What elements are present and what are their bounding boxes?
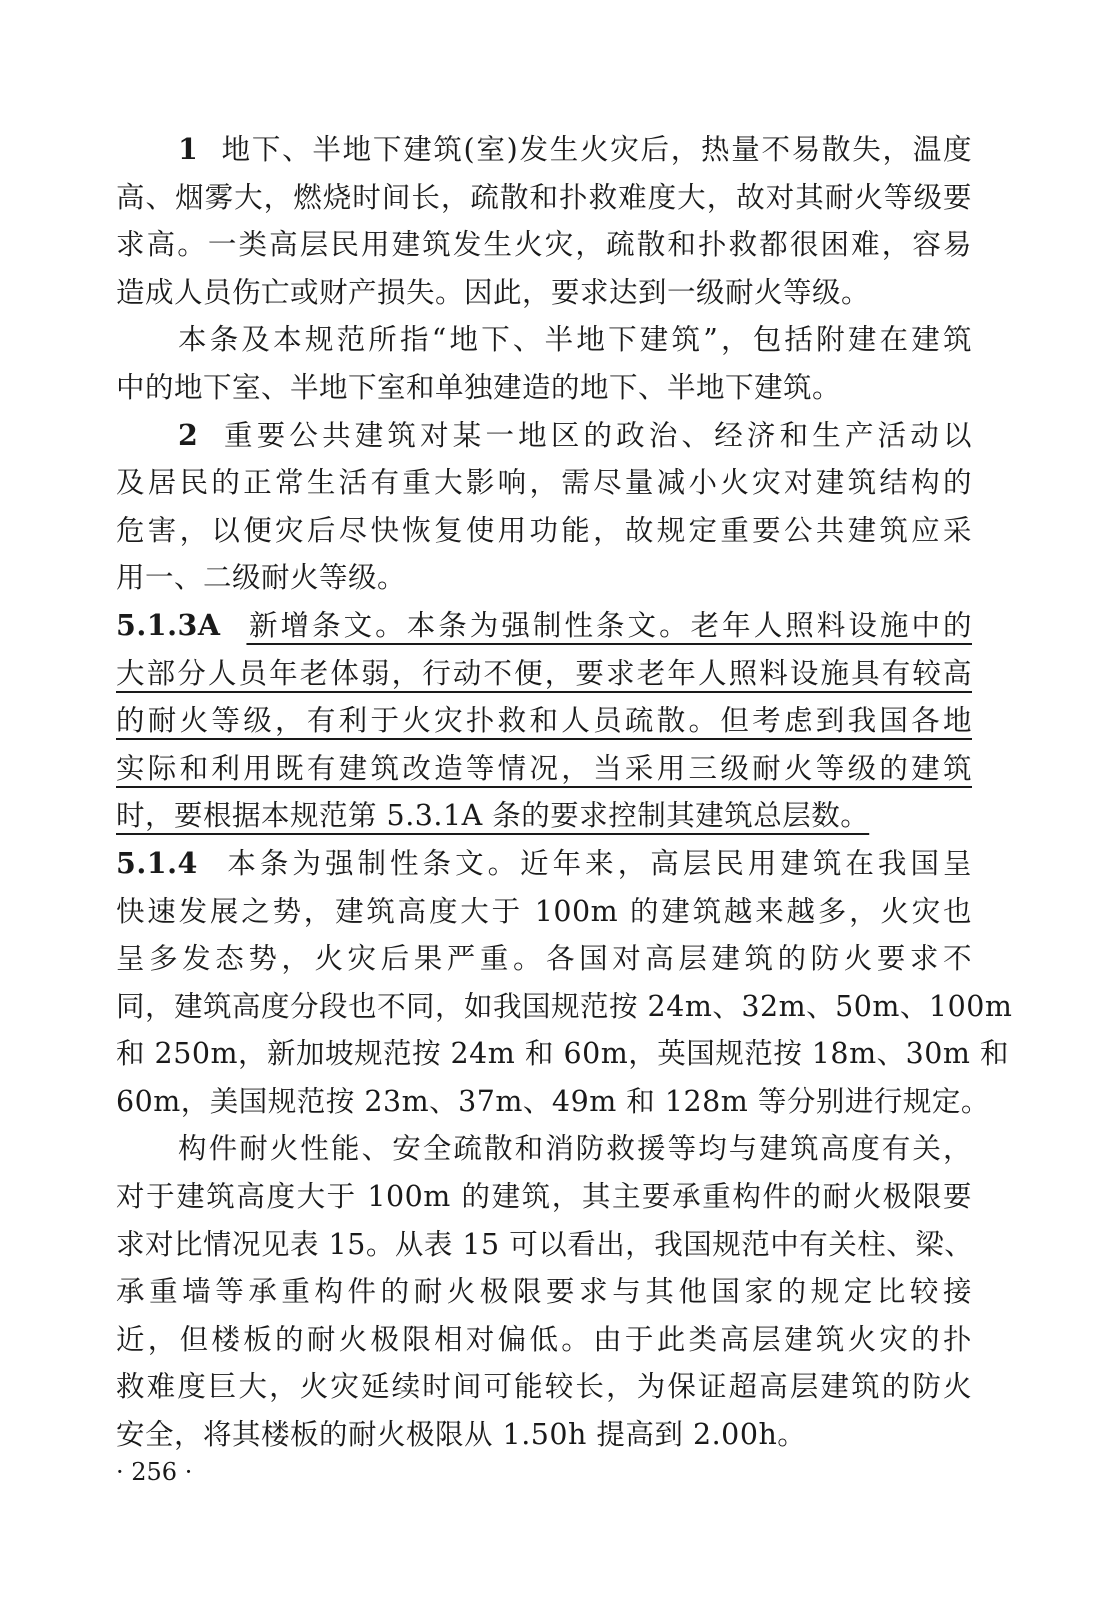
- page-number: · 256 ·: [116, 1458, 193, 1486]
- clause-number: 5.1.3A: [116, 607, 221, 642]
- text-line: [116, 792, 972, 840]
- text-line: 本条及本规范所指“地下、半地下建筑”，包括附建在建筑: [178, 323, 972, 357]
- underlined-text: 新增条文。本条为强制性条文。老年人照料设施中的: [246, 608, 972, 642]
- text-line: 用一、二级耐火等级。: [116, 561, 407, 595]
- item-number: 1: [178, 132, 199, 166]
- text-line: 承重墙等承重构件的耐火极限要求与其他国家的规定比较接: [116, 1275, 972, 1309]
- underlined-text: 大部分人员年老体弱，行动不便，要求老年人照料设施具有较高: [116, 656, 972, 690]
- underlined-text: 实际和利用既有建筑改造等情况，当采用三级耐火等级的建筑: [116, 751, 972, 785]
- text-line: 同，建筑高度分段也不同，如我国规范按 24m、32m、50m、100m: [116, 989, 1013, 1023]
- paragraph-definition: [116, 316, 972, 411]
- text-line: 近，但楼板的耐火极限相对偏低。由于此类高层建筑火灾的扑: [116, 1322, 972, 1356]
- text-line: 安全，将其楼板的耐火极限从 1.50h 提高到 2.00h。: [116, 1418, 807, 1452]
- clause-number: 5.1.4: [116, 845, 198, 880]
- line-text: 本条为强制性条文。近年来，高层民用建筑在我国呈: [223, 846, 972, 880]
- text-line: [116, 126, 972, 174]
- underlined-text: 时，要根据本规范第 5.3.1A 条的要求控制其建筑总层数。: [116, 799, 870, 833]
- underlined-text: 的耐火等级，有利于火灾扑救和人员疏散。但考虑到我国各地: [116, 704, 972, 738]
- text-line: 及居民的正常生活有重大影响，需尽量减小火灾对建筑结构的: [116, 466, 972, 500]
- text-line: 救难度巨大，火灾延续时间可能较长，为保证超高层建筑的防火: [116, 1370, 972, 1404]
- item-number: 2: [178, 417, 199, 452]
- text-line: 中的地下室、半地下室和单独建造的地下、半地下建筑。: [116, 370, 842, 404]
- text-line: [116, 602, 972, 650]
- text-line: 危害，以便灾后尽快恢复使用功能，故规定重要公共建筑应采: [116, 513, 972, 547]
- text-line: 60m，美国规范按 23m、37m、49m 和 128m 等分别进行规定。: [116, 1084, 990, 1118]
- text-line: 高、烟雾大，燃烧时间长，疏散和扑救难度大，故对其耐火等级要: [116, 180, 972, 214]
- document-body: [116, 126, 1013, 1459]
- text-line: [116, 840, 972, 888]
- text-line: [116, 745, 972, 793]
- clause-5-1-3a: [116, 602, 972, 840]
- text-line: 呈多发态势，火灾后果严重。各国对高层建筑的防火要求不: [116, 942, 972, 976]
- text-line: 求高。一类高层民用建筑发生火灾，疏散和扑救都很困难，容易: [116, 228, 972, 262]
- text-line: 对于建筑高度大于 100m 的建筑，其主要承重构件的耐火极限要: [116, 1180, 972, 1214]
- text-line: 求对比情况见表 15。从表 15 可以看出，我国规范中有关柱、梁、: [116, 1227, 974, 1261]
- paragraph-item-2: [116, 412, 972, 602]
- line-text: 重要公共建筑对某一地区的政治、经济和生产活动以: [220, 418, 972, 452]
- paragraph-fire-resistance: [116, 1125, 972, 1458]
- text-line: 造成人员伤亡或财产损失。因此，要求达到一级耐火等级。: [116, 275, 871, 309]
- text-line: [116, 650, 972, 698]
- line-text: 地下、半地下建筑(室)发生火灾后，热量不易散失，温度: [220, 133, 972, 166]
- text-line: 快速发展之势，建筑高度大于 100m 的建筑越来越多，火灾也: [116, 894, 972, 928]
- paragraph-item-1: [116, 126, 972, 316]
- text-line: 和 250m，新加坡规范按 24m 和 60m，英国规范按 18m、30m 和: [116, 1037, 1009, 1071]
- clause-5-1-4: [116, 840, 1013, 1126]
- text-line: [116, 412, 972, 460]
- text-line: [116, 697, 972, 745]
- text-line: 构件耐火性能、安全疏散和消防救援等均与建筑高度有关，: [178, 1132, 972, 1166]
